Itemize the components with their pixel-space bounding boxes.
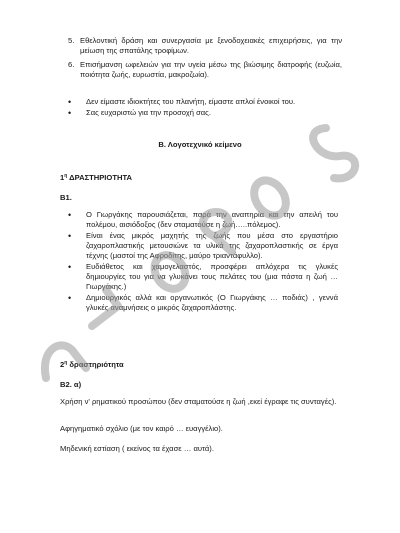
list-item-text: Εθελοντική δράση και συνεργασία με ξενοδοχειακές επιχειρήσεις, για την μείωση της σπατάλης τροφίμων. xyxy=(80,36,342,55)
list-item xyxy=(68,293,338,313)
activity-2-heading xyxy=(60,360,124,370)
ordinal-superscript: η xyxy=(64,173,68,179)
list-item-text: Δημιουργικός αλλά και οργανωτικός (Ο Γιωργάκης … ποδιάς) , γεννά γλυκές αναμνήσεις ο μικρός ζαχαροπλάστης. xyxy=(86,293,338,312)
bullet-icon: • xyxy=(68,231,72,241)
bullet-icon: • xyxy=(68,262,72,272)
list-item xyxy=(68,231,338,261)
bullet-list-b1 xyxy=(68,210,338,314)
watermark-glyph xyxy=(313,128,355,178)
list-item-text: Ο Γιωργάκης παρουσιάζεται, παρά την αναπηρία και την απειλή του πολέμου, αισιόδοξος (δεν σταματούσε η ζωή…..πόλεμος). xyxy=(86,210,338,229)
bullet-icon: • xyxy=(68,293,72,303)
b1-label: Β1. xyxy=(60,193,72,202)
b2-label: Β2. α) xyxy=(60,380,82,389)
activity-label: ΔΡΑΣΤΗΡΙΟΤΗΤΑ xyxy=(67,173,133,182)
activity-label: δραστηριότητα xyxy=(67,360,124,369)
list-item-text: Επισήμανση ωφελειών για την υγεία μέσω της βιώσιμης διατροφής (ευζωία, ποιότητα ζωής, ευρωστία, μακροζωία). xyxy=(80,60,342,79)
paragraph: Αφηγηματικό σχόλιο (με τον καιρό … ευαγγέλιο). xyxy=(60,424,223,433)
list-item-number: 5. xyxy=(68,36,75,45)
list-item xyxy=(68,262,338,292)
paragraph: Μηδενική εστίαση ( εκείνος τα έχασε … αυτά). xyxy=(60,444,214,453)
list-item xyxy=(68,97,338,107)
list-item xyxy=(68,210,338,230)
bullet-list-closing xyxy=(68,97,338,119)
section-title: Β. Λογοτεχνικό κείμενο xyxy=(158,140,242,149)
list-item-text: Ευδιάθετος και χαμογελαστός, προσφέρει απλόχερα τις γλυκές δημιουργίες του για να γλυκάνει τους πελάτες του (μια πάστα η ζωή … Γιωργάκης.) xyxy=(86,262,338,291)
numbered-list xyxy=(68,36,342,84)
bullet-icon: • xyxy=(68,108,72,118)
list-item-text: Δεν είμαστε ιδιοκτήτες του πλανήτη, είμαστε απλοί ένοικοί του. xyxy=(86,97,296,106)
list-item-text: Σας ευχαριστώ για την προσοχή σας. xyxy=(86,108,211,117)
list-item-text: Είναι ένας μικρός μαχητής της ζωής που μέσα στο εργαστήριο ζαχαροπλαστικής μετουσιώνε τα υλικά της ζαχαροπλαστικής σε έργα τέχνης (μαστοί της Αφροδίτης, μαύρο τριαντάφυλλο). xyxy=(86,231,338,260)
activity-1-heading xyxy=(60,173,132,183)
activity-number: 2 xyxy=(60,360,65,369)
bullet-icon: • xyxy=(68,210,72,220)
list-item xyxy=(68,108,338,118)
ordinal-superscript: η xyxy=(64,360,68,366)
list-item xyxy=(68,36,342,56)
list-item-number: 6. xyxy=(68,60,75,69)
list-item xyxy=(68,60,342,80)
bullet-icon: • xyxy=(68,97,72,107)
activity-number: 1 xyxy=(60,173,65,182)
paragraph: Χρήση ν' ρηματικού προσώπου (δεν σταματούσε η ζωή ,εκεί έγραφε τις συνταγές). xyxy=(60,397,337,406)
